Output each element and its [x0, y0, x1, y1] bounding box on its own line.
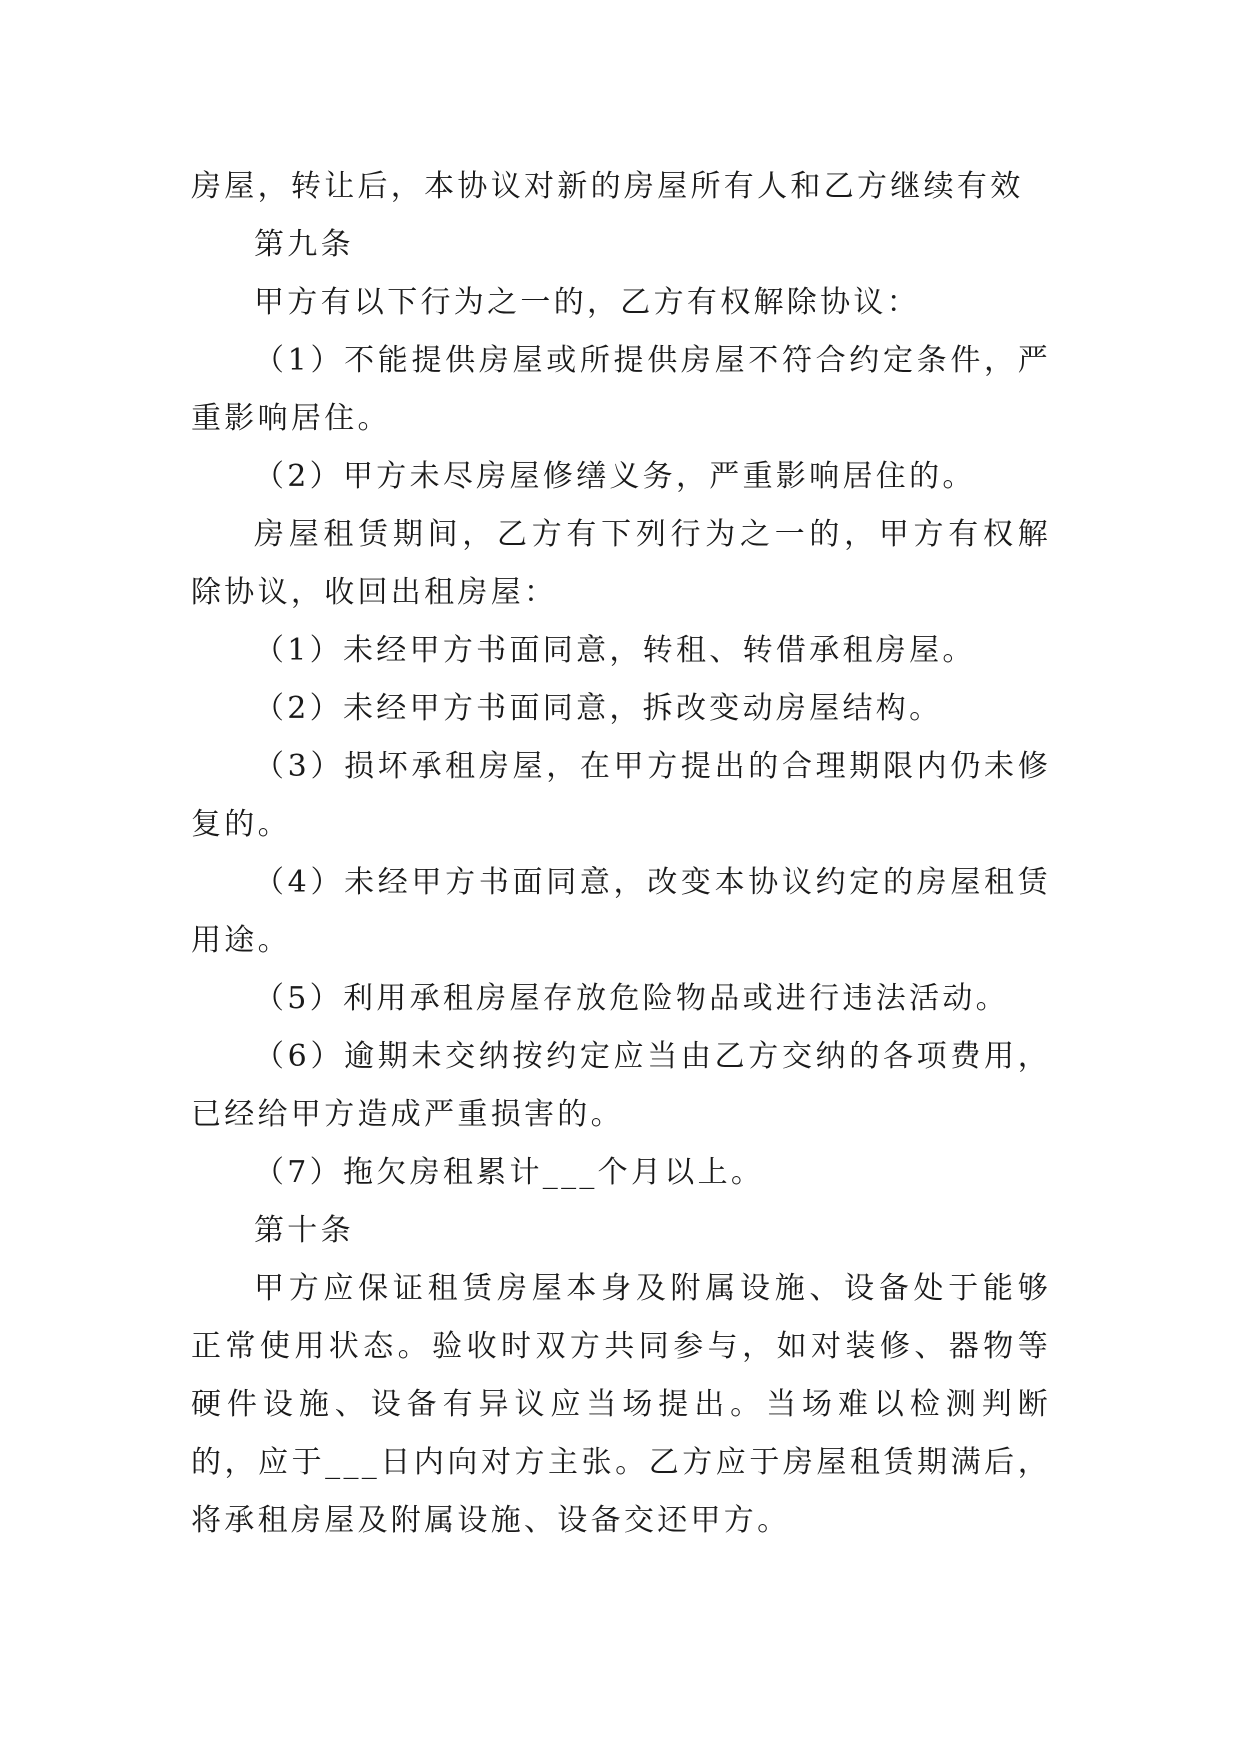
- list-item: （2）甲方未尽房屋修缮义务，严重影响居住的。: [254, 459, 976, 494]
- article-ten-heading: 第十条: [254, 1213, 354, 1248]
- paragraph-party-a-terms: 甲方有以下行为之一的，乙方有权解除协议：: [254, 285, 920, 320]
- paragraph-facilities: 甲方应保证租赁房屋本身及附属设施、设备处于能够正常使用状态。验收时双方共同参与，如对装修、器物等硬件设施、设备有异议应当场提出。当场难以检测判断的，应于___日内向对方主张。乙方应于房屋租赁期满后，将承租房屋及附属设施、设备交还甲方。: [191, 1271, 1051, 1538]
- article-nine-heading: 第九条: [254, 227, 354, 262]
- paragraph-continuation: 房屋，转让后，本协议对新的房屋所有人和乙方继续有效: [191, 169, 1024, 204]
- document-body: [191, 158, 1051, 1550]
- list-item: （7）拖欠房租累计___个月以上。: [254, 1155, 765, 1190]
- list-item: （1）不能提供房屋或所提供房屋不符合约定条件，严重影响居住。: [191, 343, 1051, 436]
- list-item: （4）未经甲方书面同意，改变本协议约定的房屋租赁用途。: [191, 865, 1051, 958]
- list-item: （2）未经甲方书面同意，拆改变动房屋结构。: [254, 691, 943, 726]
- list-item: （6）逾期未交纳按约定应当由乙方交纳的各项费用，已经给甲方造成严重损害的。: [191, 1039, 1051, 1132]
- list-item: （1）未经甲方书面同意，转租、转借承租房屋。: [254, 633, 976, 668]
- paragraph-party-b-terms: 房屋租赁期间，乙方有下列行为之一的，甲方有权解除协议，收回出租房屋：: [191, 517, 1051, 610]
- list-item: （3）损坏承租房屋，在甲方提出的合理期限内仍未修复的。: [191, 749, 1051, 842]
- list-item: （5）利用承租房屋存放危险物品或进行违法活动。: [254, 981, 1009, 1016]
